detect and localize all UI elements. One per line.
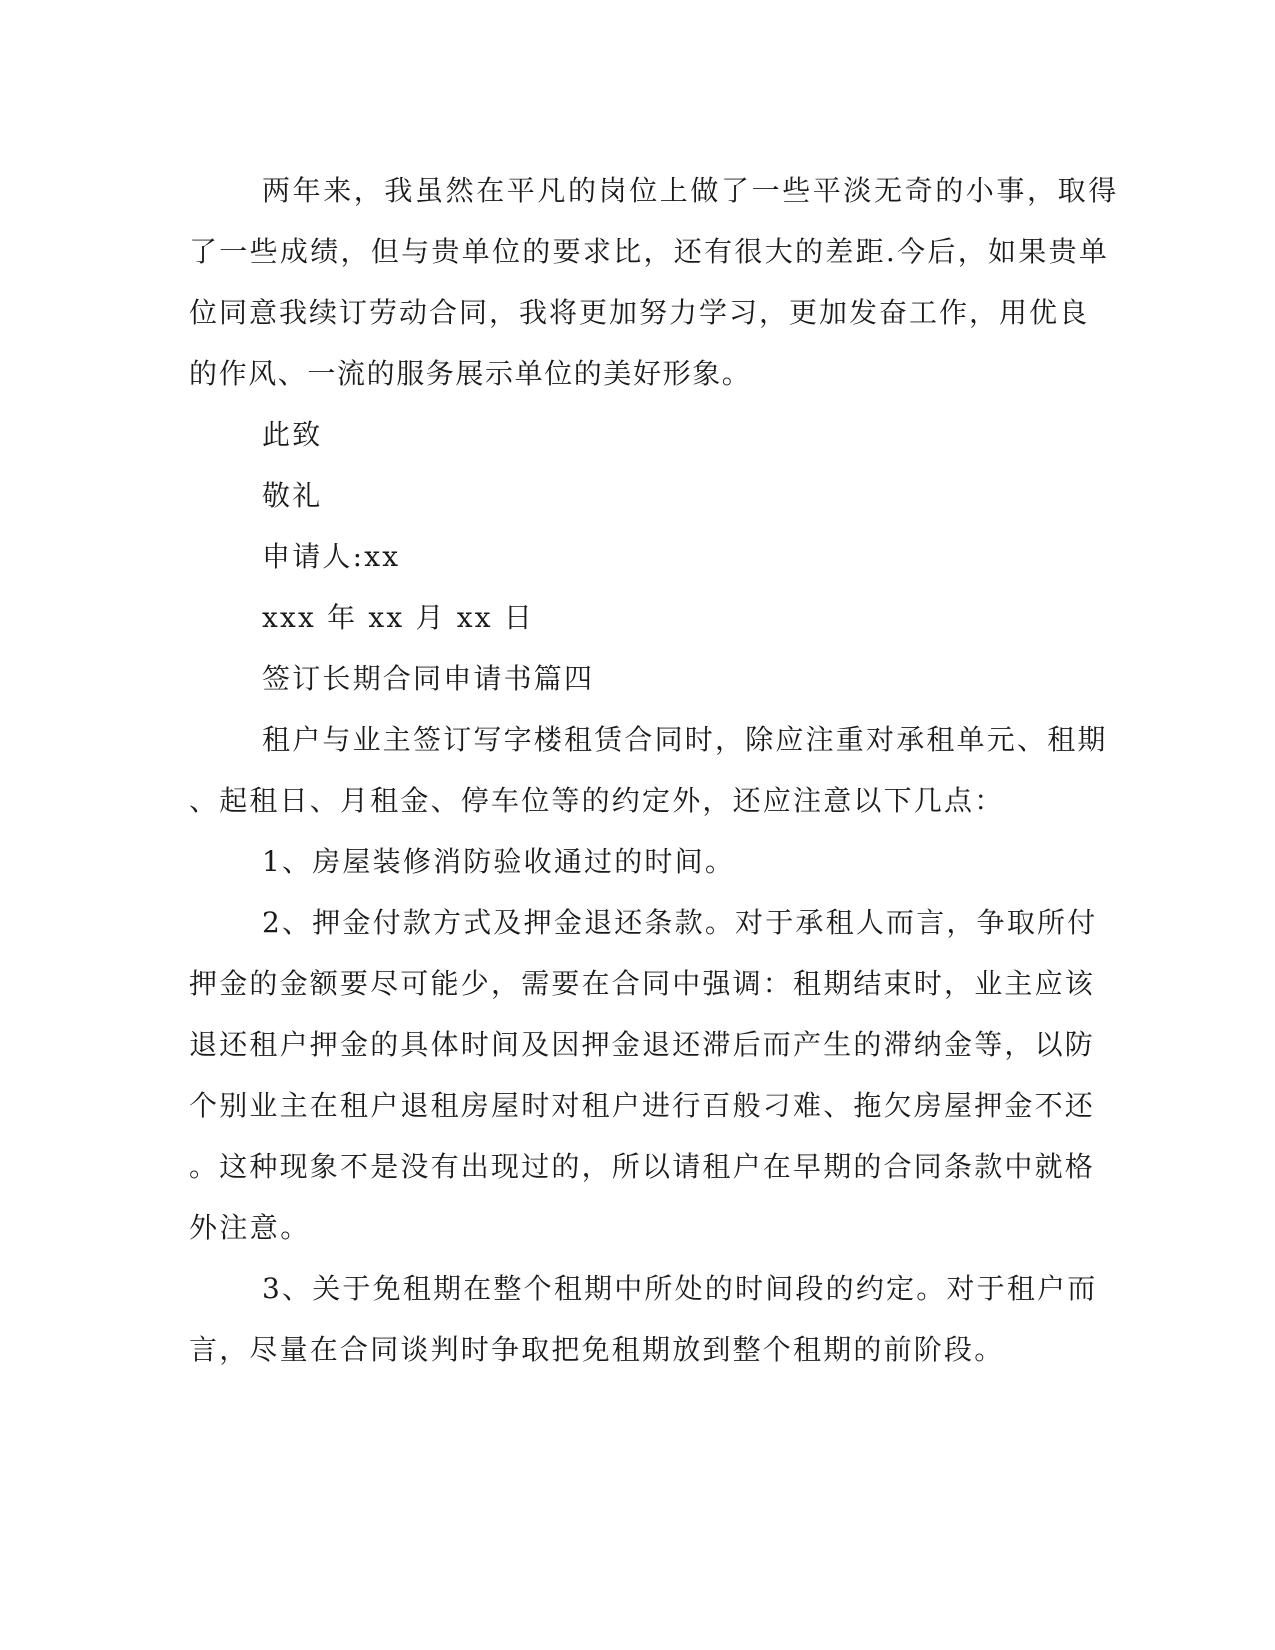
paragraph-line: 了一些成绩，但与贵单位的要求比，还有很大的差距.今后，如果贵单 xyxy=(189,235,1110,268)
closing-regards: 敬礼 xyxy=(262,479,323,512)
section-heading: 签订长期合同申请书篇四 xyxy=(262,662,595,695)
date-line: xxx 年 xx 月 xx 日 xyxy=(262,601,535,634)
paragraph-line: 退还租户押金的具体时间及因押金退还滞后而产生的滞纳金等，以防 xyxy=(189,1028,1096,1061)
document-body xyxy=(189,160,1119,1380)
applicant-signature: 申请人:xx xyxy=(262,540,401,573)
closing-salutation: 此致 xyxy=(262,418,323,451)
paragraph-line: 的作风、一流的服务展示单位的美好形象。 xyxy=(189,357,752,390)
paragraph-line: 个别业主在租户退租房屋时对租户进行百般刁难、拖欠房屋押金不还 xyxy=(189,1089,1096,1122)
paragraph-line: 租户与业主签订写字楼租赁合同时，除应注重对承租单元、租期 xyxy=(262,723,1108,756)
paragraph-line: 两年来，我虽然在平凡的岗位上做了一些平淡无奇的小事，取得 xyxy=(262,174,1119,207)
paragraph-line: 言，尽量在合同谈判时争取把免租期放到整个租期的前阶段。 xyxy=(189,1333,1005,1366)
paragraph-line: 。这种现象不是没有出现过的，所以请租户在早期的合同条款中就格 xyxy=(189,1150,1096,1183)
paragraph-line: 外注意。 xyxy=(189,1211,311,1244)
paragraph-line: 押金的金额要尽可能少，需要在合同中强调：租期结束时，业主应该 xyxy=(189,967,1096,1000)
paragraph-line: 、起租日、月租金、停车位等的约定外，还应注意以下几点： xyxy=(189,784,1005,817)
list-item: 2、押金付款方式及押金退还条款。对于承租人而言，争取所付 xyxy=(262,906,1098,939)
paragraph-line: 位同意我续订劳动合同，我将更加努力学习，更加发奋工作，用优良 xyxy=(189,296,1090,329)
list-item: 3、关于免租期在整个租期中所处的时间段的约定。对于租户而 xyxy=(262,1272,1098,1305)
list-item: 1、房屋装修消防验收通过的时间。 xyxy=(262,845,736,878)
